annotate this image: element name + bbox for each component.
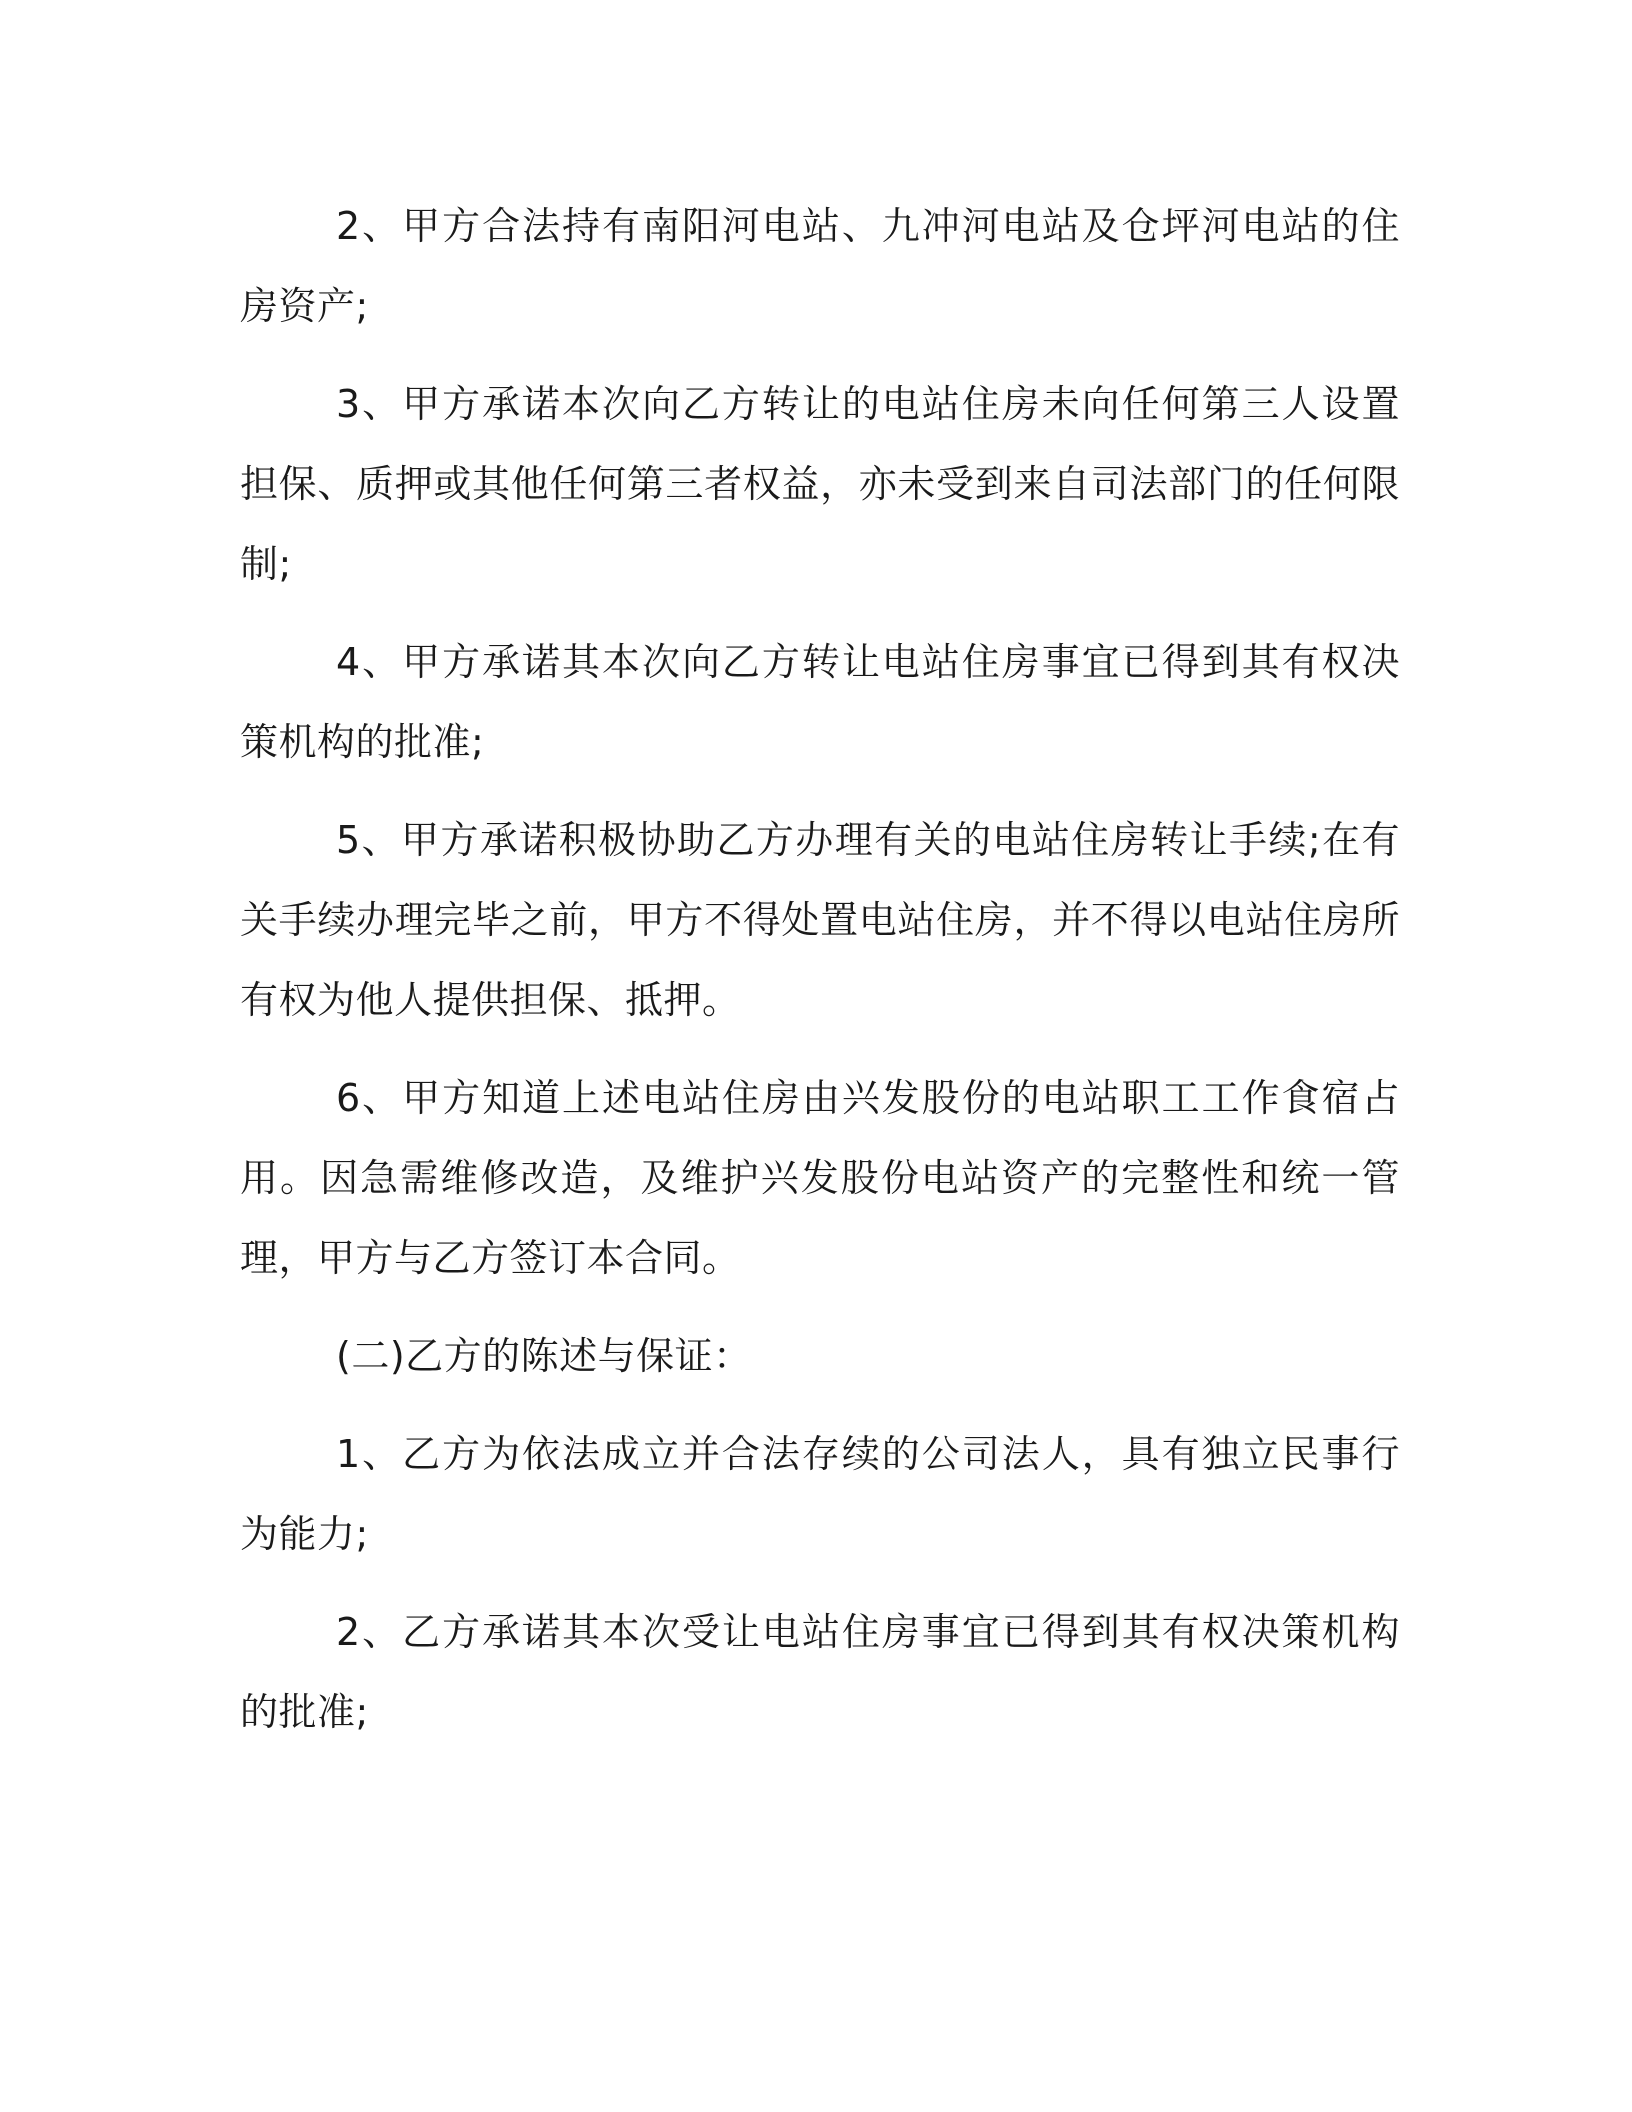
paragraph-clause-a4: 4、甲方承诺其本次向乙方转让电站住房事宜已得到其有权决策机构的批准; (240, 640, 1400, 764)
paragraph-clause-a2: 2、甲方合法持有南阳河电站、九冲河电站及仓坪河电站的住房资产; (240, 204, 1400, 328)
paragraph-clause-a6: 6、甲方知道上述电站住房由兴发股份的电站职工工作食宿占用。因急需维修改造，及维护兴发股份电站资产的完整性和统一管理，甲方与乙方签订本合同。 (240, 1076, 1400, 1280)
document-body (240, 186, 1400, 1770)
paragraph-clause-b1: 1、乙方为依法成立并合法存续的公司法人，具有独立民事行为能力; (240, 1432, 1400, 1556)
section-heading-party-b: (二)乙方的陈述与保证： (336, 1334, 752, 1378)
paragraph-clause-b2: 2、乙方承诺其本次受让电站住房事宜已得到其有权决策机构的批准; (240, 1610, 1400, 1734)
paragraph-clause-a3: 3、甲方承诺本次向乙方转让的电站住房未向任何第三人设置担保、质押或其他任何第三者权益，亦未受到来自司法部门的任何限制; (240, 382, 1400, 586)
paragraph-clause-a5: 5、甲方承诺积极协助乙方办理有关的电站住房转让手续;在有关手续办理完毕之前，甲方不得处置电站住房，并不得以电站住房所有权为他人提供担保、抵押。 (240, 818, 1400, 1022)
